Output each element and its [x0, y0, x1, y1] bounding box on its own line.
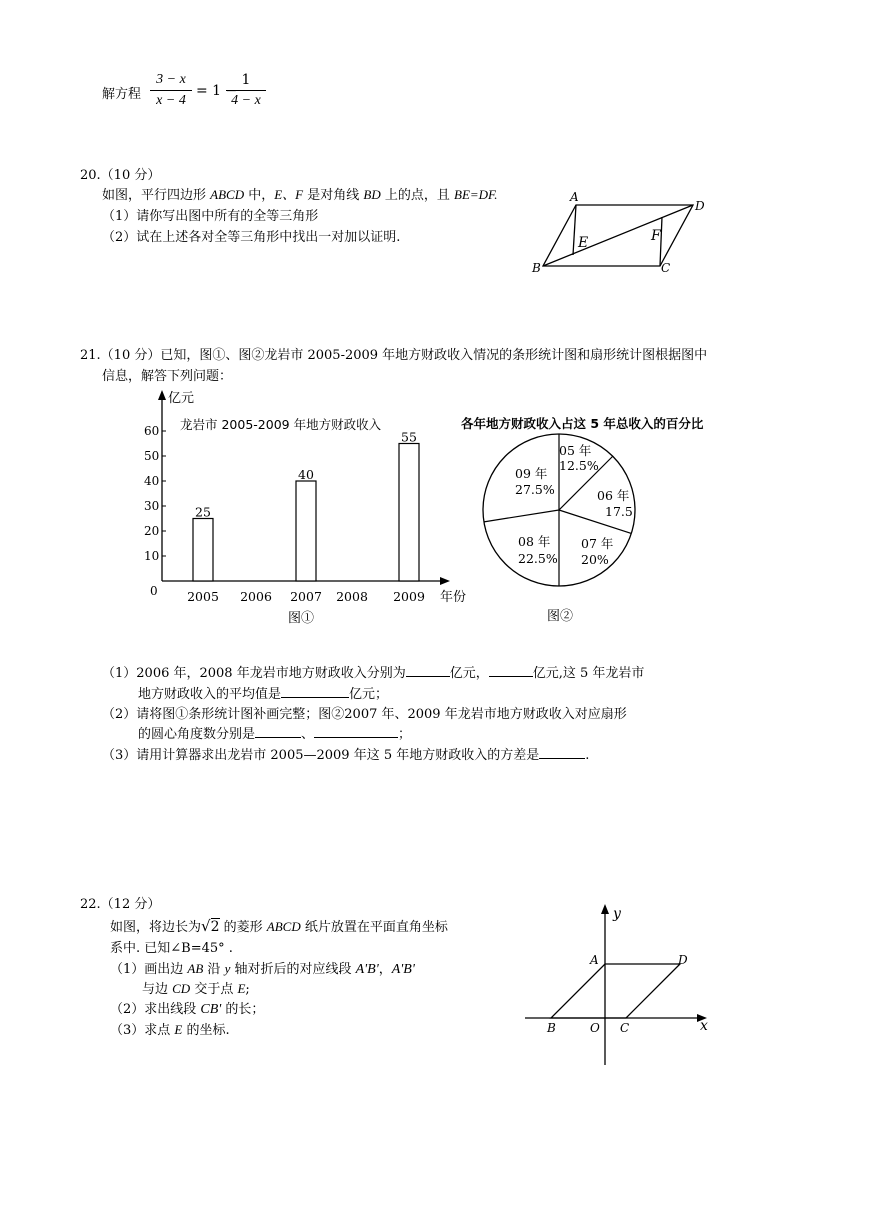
label-c: C	[620, 1021, 630, 1035]
q20-header: 20.（10 分）	[80, 168, 161, 183]
fraction-1-denominator: x − 4	[156, 93, 186, 108]
q22-line1: 如图，将边长为√2 的菱形 ABCD 纸片放置在平面直角坐标	[110, 917, 448, 935]
label-b: B	[532, 261, 541, 275]
segment-ae	[573, 205, 576, 255]
bar-value-label: 25	[195, 504, 211, 520]
bar-2007	[296, 481, 316, 581]
q22-line2: 系中. 已知∠B=45° .	[110, 941, 233, 956]
label-a: A	[570, 190, 579, 204]
pie-slice-year-label: 06 年	[597, 488, 630, 503]
q19-prefix: 解方程	[102, 87, 142, 102]
bar-chart-xtick-label: 2005	[187, 589, 219, 604]
sqrt-symbol: √	[201, 917, 211, 935]
pie-radius	[484, 510, 559, 522]
bar-chart-xlabel: 年份	[440, 590, 467, 605]
pie-chart-caption: 图②	[547, 609, 574, 624]
bar-chart-xtick-label: 2009	[393, 589, 425, 604]
fraction-2-denominator: 4 − x	[231, 93, 261, 108]
fraction-1-numerator: 3 − x	[156, 72, 186, 87]
label-x: x	[700, 1018, 708, 1034]
bar-chart-caption: 图①	[288, 611, 315, 626]
label-d: D	[695, 199, 705, 213]
fraction-2-numerator: 1	[241, 72, 251, 88]
q19-equals: = 1 −	[196, 83, 238, 99]
q21-header2: 信息，解答下列问题：	[102, 369, 233, 384]
pie-chart-title: 各年地方财政收入占这 5 年总收入的百分比	[461, 416, 704, 431]
q20-subq1: （1）请你写出图中所有的全等三角形	[102, 209, 319, 224]
bar-chart-y-arrow	[158, 390, 166, 400]
q21-subq3: （3）请用计算器求出龙岩市 2005—2009 年这 5 年地方财政收入的方差是 .	[102, 748, 590, 763]
q22-header: 22.（12 分）	[80, 897, 161, 912]
parallelogram-figure	[525, 188, 715, 278]
q22-line3: （1）画出边 AB 沿 y 轴对折后的对应线段 A'B'，A'B'	[110, 961, 415, 977]
bar-chart-xtick-label: 2008	[336, 589, 368, 604]
label-d: D	[678, 953, 688, 967]
y-axis-arrow	[601, 904, 609, 914]
fraction-1	[150, 72, 192, 109]
bar-chart-ytick-label: 30	[144, 499, 160, 513]
pie-chart	[455, 408, 715, 626]
label-e: E	[578, 235, 589, 251]
bar-chart-xtick-label: 2007	[290, 589, 322, 604]
bar-chart-x-arrow	[440, 577, 450, 585]
bar-2005	[193, 519, 213, 582]
label-a: A	[590, 953, 599, 967]
label-o: O	[590, 1021, 600, 1035]
label-y: y	[613, 906, 621, 922]
bar-value-label: 55	[401, 429, 417, 445]
bar-chart-title: 龙岩市 2005-2009 年地方财政收入	[180, 417, 382, 432]
bar-chart-ytick-label: 0	[150, 584, 158, 598]
bar-chart-ytick-label: 40	[144, 474, 160, 488]
label-b: B	[547, 1021, 556, 1035]
label-c: C	[661, 261, 671, 275]
label-f: F	[651, 228, 661, 244]
bar-chart-ytick-label: 10	[144, 549, 160, 563]
bar-chart-ytick-label: 60	[144, 424, 160, 438]
q22-line4: 与边 CD 交于点 E;	[142, 981, 250, 997]
q20-subq2: （2）试在上述各对全等三角形中找出一对加以证明.	[102, 230, 401, 245]
pie-slice-year-label: 05 年	[559, 443, 592, 458]
q21-subq1-line1: （1）2006 年，2008 年龙岩市地方财政收入分别为 亿元， 亿元,这 5 年龙岩市	[102, 666, 645, 681]
q21-subq2-line1: （2）请将图①条形统计图补画完整；图②2007 年、2009 年龙岩市地方财政收入对应扇形	[102, 707, 627, 722]
bar-chart	[140, 382, 480, 627]
pie-slice-pct-label: 12.5%	[559, 458, 599, 473]
bar-chart-ytick-label: 50	[144, 449, 160, 463]
pie-slice-pct-label: 22.5%	[518, 551, 558, 566]
q21-subq1-line2: 地方财政收入的平均值是 亿元；	[138, 687, 389, 702]
q21-header: 21.（10 分）已知，图①、图②龙岩市 2005-2009 年地方财政收入情况的条形统计图和扇形统计图根据图中	[80, 348, 708, 363]
pie-slice-pct-label: 17.5	[605, 504, 633, 519]
q22-line5: （2）求出线段 CB' 的长；	[110, 1002, 265, 1017]
q20-line1: 如图，平行四边形 ABCD 中，E、F 是对角线 BD 上的点，且 BE=DF.	[102, 187, 498, 203]
pie-slice-year-label: 07 年	[581, 536, 614, 551]
bar-chart-ytick-label: 20	[144, 524, 160, 538]
coordinate-figure	[520, 900, 720, 1070]
q21-subq2-line2: 的圆心角度数分别是 、 ；	[138, 727, 412, 742]
bar-2009	[399, 444, 419, 582]
q22-line6: （3）求点 E 的坐标.	[110, 1022, 230, 1038]
diagonal-bd	[543, 205, 693, 266]
pie-slice-year-label: 08 年	[518, 534, 551, 549]
pie-slice-pct-label: 27.5%	[515, 482, 555, 497]
bar-chart-xtick-label: 2006	[240, 589, 272, 604]
pie-slice-pct-label: 20%	[581, 552, 609, 567]
bar-chart-ylabel: 亿元	[168, 391, 195, 406]
pie-slice-year-label: 09 年	[515, 466, 548, 481]
rhombus-abcd	[551, 964, 680, 1018]
fraction-2	[226, 72, 266, 109]
bar-value-label: 40	[298, 467, 314, 482]
